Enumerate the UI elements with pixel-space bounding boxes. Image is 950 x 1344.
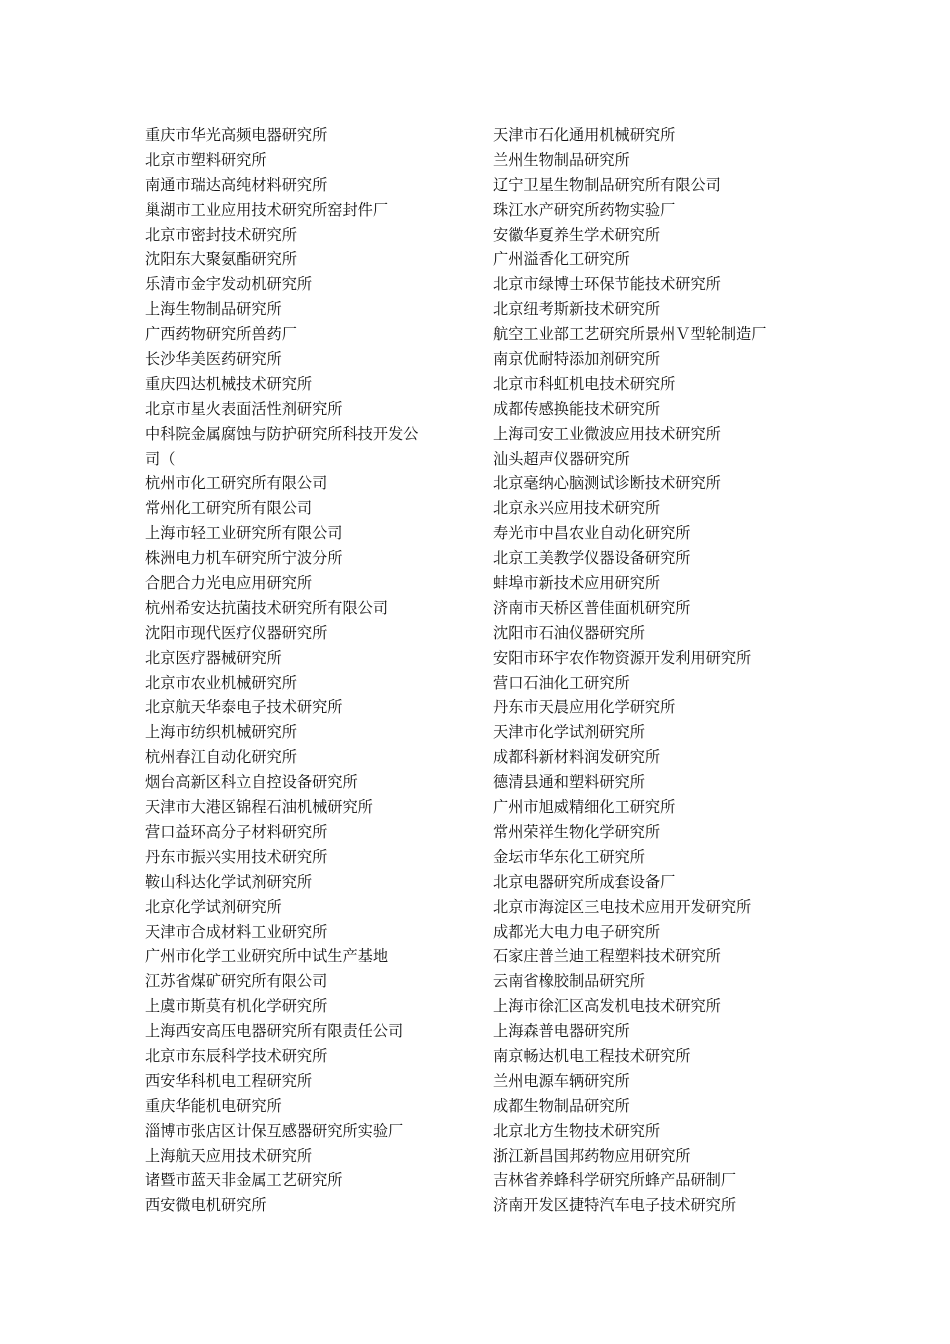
institute-list-item: 上海西安高压电器研究所有限责任公司: [145, 1022, 404, 1041]
institute-list-item: 云南省橡胶制品研究所: [493, 972, 645, 991]
institute-list-item: 丹东市天晨应用化学研究所: [493, 698, 676, 717]
institute-list-item: 上海司安工业微波应用技术研究所: [493, 424, 721, 443]
institute-list-item: 寿光市中昌农业自动化研究所: [493, 524, 691, 543]
right-column-list: [493, 123, 823, 1218]
institute-list-item: 司（: [145, 449, 176, 468]
institute-list-item: 北京航天华泰电子技术研究所: [145, 698, 343, 717]
institute-list-item: 重庆华能机电研究所: [145, 1096, 282, 1115]
institute-list-item: 沈阳市石油仪器研究所: [493, 623, 645, 642]
institute-list-item: 江苏省煤矿研究所有限公司: [145, 972, 328, 991]
institute-list-item: 杭州春江自动化研究所: [145, 748, 297, 767]
institute-list-item: 北京毫纳心脑测试诊断技术研究所: [493, 474, 721, 493]
institute-list-item: 安徽华夏养生学术研究所: [493, 225, 661, 244]
institute-list-item: 沈阳市现代医疗仪器研究所: [145, 623, 328, 642]
institute-list-item: 吉林省养蜂科学研究所蜂产品研制厂: [493, 1171, 736, 1190]
institute-list-item: 北京市科虹机电技术研究所: [493, 374, 676, 393]
institute-list-item: 石家庄普兰迪工程塑料技术研究所: [493, 947, 721, 966]
institute-list-item: 诸暨市蓝天非金属工艺研究所: [145, 1171, 343, 1190]
institute-list-item: 上海市纺织机械研究所: [145, 723, 297, 742]
institute-list-item: 乐清市金宇发动机研究所: [145, 275, 313, 294]
institute-list-item: 成都光大电力电子研究所: [493, 922, 661, 941]
institute-list-item: 重庆四达机械技术研究所: [145, 374, 313, 393]
institute-list-item: 北京纽考斯新技术研究所: [493, 300, 661, 319]
institute-list-item: 金坛市华东化工研究所: [493, 847, 645, 866]
institute-list-item: 上海航天应用技术研究所: [145, 1146, 313, 1165]
institute-list-item: 上海森普电器研究所: [493, 1022, 630, 1041]
institute-list-item: 重庆市华光高频电器研究所: [145, 126, 328, 144]
institute-list-item: 北京市塑料研究所: [145, 150, 267, 169]
institute-list-item: 淄博市张店区计保互感器研究所实验厂: [145, 1121, 404, 1140]
institute-list-item: 营口益环高分子材料研究所: [145, 822, 328, 841]
institute-list-item: 天津市合成材料工业研究所: [145, 922, 328, 941]
institute-list-item: 长沙华美医药研究所: [145, 350, 282, 369]
institute-list-item: 西安微电机研究所: [145, 1196, 267, 1215]
institute-list-item: 德清县通和塑料研究所: [493, 773, 645, 792]
institute-list-item: 上虞市斯莫有机化学研究所: [145, 997, 328, 1016]
institute-list-item: 广州溢香化工研究所: [493, 250, 630, 269]
institute-list-item: 北京市农业机械研究所: [145, 673, 297, 692]
institute-list-item: 天津市石化通用机械研究所: [493, 126, 676, 144]
institute-list-item: 营口石油化工研究所: [493, 673, 630, 692]
institute-list-item: 北京市东辰科学技术研究所: [145, 1046, 328, 1065]
institute-list-item: 济南市天桥区普佳面机研究所: [493, 598, 691, 617]
institute-list-item: 鞍山科达化学试剂研究所: [145, 872, 313, 891]
institute-list-item: 北京永兴应用技术研究所: [493, 499, 661, 518]
institute-list-item: 巢湖市工业应用技术研究所窑封件厂: [145, 200, 388, 219]
institute-list-item: 杭州希安达抗菌技术研究所有限公司: [145, 598, 388, 617]
institute-list-item: 汕头超声仪器研究所: [493, 449, 630, 468]
institute-list-item: 上海市轻工业研究所有限公司: [145, 524, 343, 543]
institute-list-item: 杭州市化工研究所有限公司: [145, 474, 328, 493]
institute-list-item: 广西药物研究所兽药厂: [145, 325, 297, 344]
institute-list-item: 南通市瑞达高纯材料研究所: [145, 175, 328, 194]
institute-list-item: 成都科新材料润发研究所: [493, 748, 661, 767]
institute-list-item: 株洲电力机车研究所宁波分所: [145, 549, 343, 568]
institute-list-item: 成都生物制品研究所: [493, 1096, 630, 1115]
institute-list-item: 上海市徐汇区高发机电技术研究所: [493, 997, 721, 1016]
institute-list-item: 北京医疗器械研究所: [145, 648, 282, 667]
institute-list-item: 广州市旭威精细化工研究所: [493, 798, 676, 817]
institute-list-item: 航空工业部工艺研究所景州Ｖ型轮制造厂: [493, 325, 767, 344]
institute-list-item: 珠江水产研究所药物实验厂: [493, 200, 676, 219]
institute-list-item: 北京北方生物技术研究所: [493, 1121, 661, 1140]
institute-list-item: 北京工美教学仪器设备研究所: [493, 549, 691, 568]
institute-list-item: 南京优耐特添加剂研究所: [493, 350, 661, 369]
institute-list-item: 西安华科机电工程研究所: [145, 1071, 313, 1090]
institute-list-item: 沈阳东大聚氨酯研究所: [145, 250, 297, 269]
institute-list-item: 中科院金属腐蚀与防护研究所科技开发公: [145, 424, 419, 443]
institute-list-item: 上海生物制品研究所: [145, 300, 282, 319]
institute-list-item: 兰州生物制品研究所: [493, 150, 630, 169]
institute-list-item: 浙江新昌国邦药物应用研究所: [493, 1146, 691, 1165]
institute-list-item: 南京畅达机电工程技术研究所: [493, 1046, 691, 1065]
institute-list-item: 辽宁卫星生物制品研究所有限公司: [493, 175, 721, 194]
institute-list-item: 合肥合力光电应用研究所: [145, 574, 313, 593]
institute-list-item: 北京市密封技术研究所: [145, 225, 297, 244]
institute-list-item: 丹东市振兴实用技术研究所: [145, 847, 328, 866]
institute-list-item: 常州化工研究所有限公司: [145, 499, 313, 518]
institute-list-item: 兰州电源车辆研究所: [493, 1071, 630, 1090]
institute-list-item: 成都传感换能技术研究所: [493, 399, 661, 418]
left-column-list: [145, 123, 465, 1218]
institute-list-item: 蚌埠市新技术应用研究所: [493, 574, 661, 593]
institute-list-item: 济南开发区捷特汽车电子技术研究所: [493, 1196, 736, 1215]
institute-list-item: 常州荣祥生物化学研究所: [493, 822, 661, 841]
institute-list-item: 北京化学试剂研究所: [145, 897, 282, 916]
institute-list-item: 广州市化学工业研究所中试生产基地: [145, 947, 388, 966]
institute-list-item: 北京市绿博士环保节能技术研究所: [493, 275, 721, 294]
institute-list-item: 烟台高新区科立自控设备研究所: [145, 773, 358, 792]
institute-list-item: 北京电器研究所成套设备厂: [493, 872, 676, 891]
institute-list-item: 天津市大港区锦程石油机械研究所: [145, 798, 373, 817]
institute-list-item: 天津市化学试剂研究所: [493, 723, 645, 742]
institute-list-item: 北京市海淀区三电技术应用开发研究所: [493, 897, 752, 916]
institute-list-item: 北京市星火表面活性剂研究所: [145, 399, 343, 418]
institute-list-item: 安阳市环宇农作物资源开发利用研究所: [493, 648, 752, 667]
